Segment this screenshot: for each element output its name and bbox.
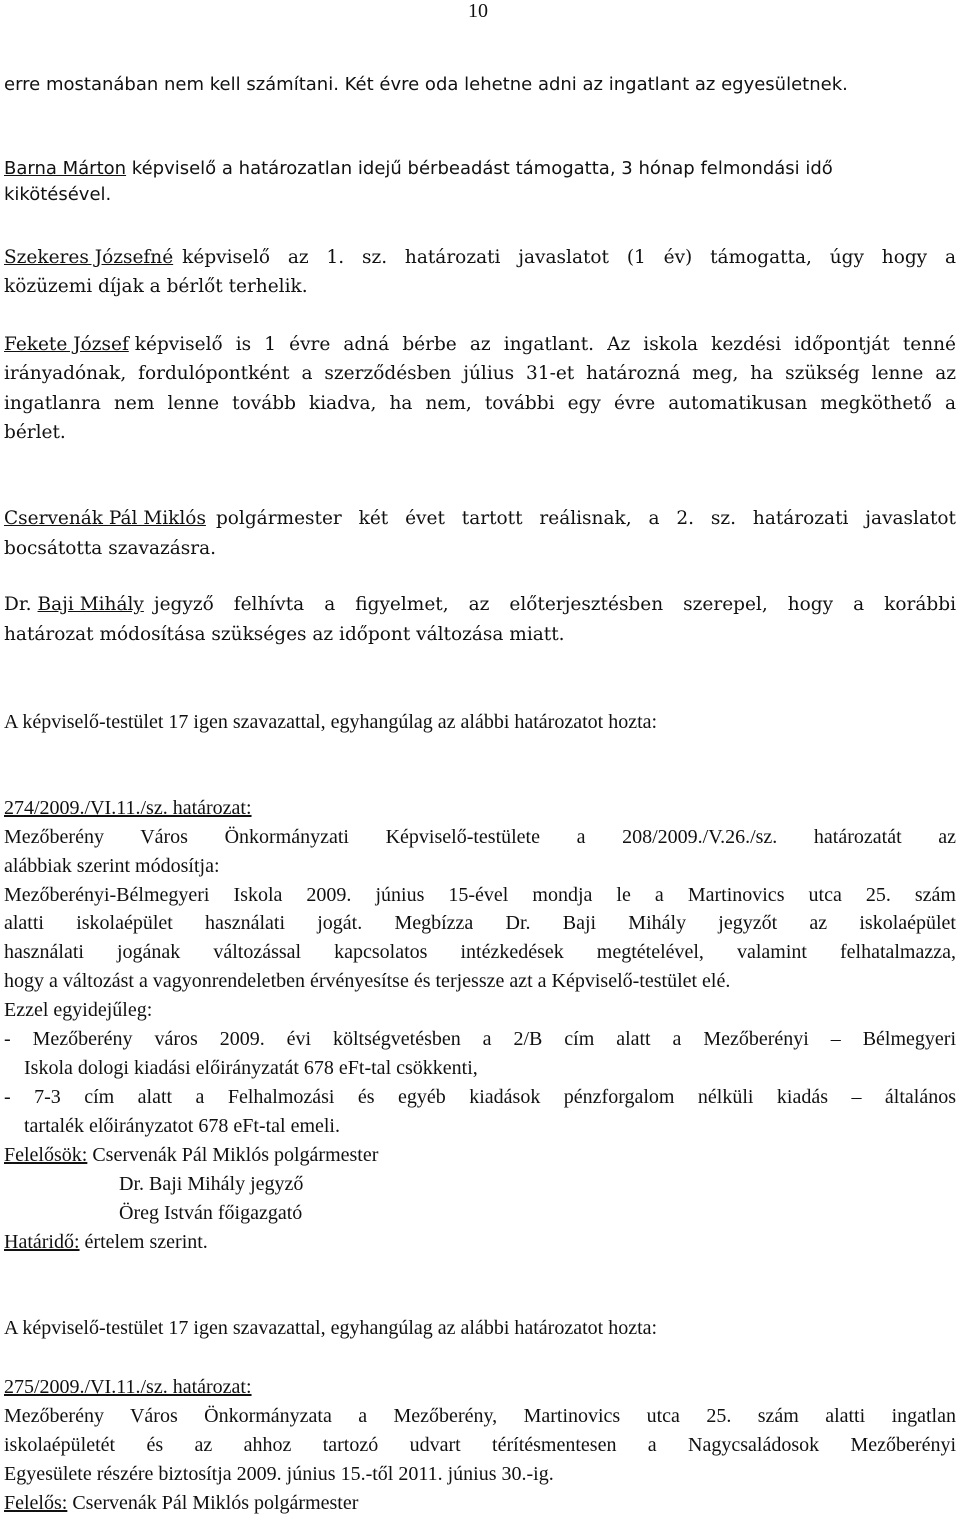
bullet-item: - 7-3 cím alatt a Felhalmozási és egyéb kiadások pénzforgalom nélküli kiadás – általános — [4, 1086, 956, 1108]
speaker-name: Baji Mihály — [37, 594, 144, 615]
paragraph-text: jegyző felhívta a figyelmet, az előterjesztésben szerepel, hogy a korábbi — [153, 594, 956, 615]
resolution-text: Ezzel egyidejűleg: — [4, 999, 153, 1021]
deadline-value: értelem szerint. — [84, 1231, 208, 1253]
resolution-text: Mezőberény Város Önkormányzati Képviselő-testülete a 208/2009./V.26./sz. határozatát az — [4, 826, 956, 848]
paragraph-text: határozat módosítása szükséges az időpont változása miatt. — [4, 624, 565, 645]
paragraph-text: polgármester két évet tartott reálisnak, a 2. sz. határozati javaslatot — [215, 508, 956, 529]
speaker-name: Cservenák Pál Miklós — [4, 508, 206, 529]
resolution-text: alatti iskolaépület használati jogát. Megbízza Dr. Baji Mihály jegyzőt az iskolaépület — [4, 912, 956, 934]
resolution-text: használati jogának változással kapcsolatos intézkedések megtételével, valamint felhatalmazza, — [4, 941, 956, 963]
vote-statement: A képviselő-testület 17 igen szavazattal, egyhangúlag az alábbi határozatot hozta: — [4, 711, 658, 733]
paragraph-text: bérlet. — [4, 422, 66, 443]
paragraph-text: közüzemi díjak a bérlőt terhelik. — [4, 276, 308, 297]
paragraph-line — [4, 510, 956, 529]
paragraph-text: kikötésével. — [4, 184, 112, 205]
paragraph-text: bocsátotta szavazásra. — [4, 538, 216, 559]
title-text: Dr. — [4, 594, 32, 615]
speaker-line — [4, 249, 173, 268]
resolution-text: alábbiak szerint módosítja: — [4, 855, 220, 877]
speaker-name: Barna Márton — [4, 158, 127, 179]
paragraph-text: erre mostanában nem kell számítani. Két évre oda lehetne adni az ingatlant az egyesületnek. — [4, 74, 848, 95]
paragraph-line — [4, 336, 956, 355]
deadline-label: Határidő: — [4, 1231, 80, 1253]
paragraph-text: képviselő az 1. sz. határozati javaslatot (1 év) támogatta, úgy hogy a — [182, 247, 956, 268]
bullet-item-continuation: Iskola dologi kiadási előirányzatát 678 eFt-tal csökkenti, — [24, 1057, 478, 1079]
resolution-text: Mezőberényi-Bélmegyeri Iskola 2009. június 15-ével mondja le a Martinovics utca 25. szám — [4, 884, 956, 906]
vote-statement: A képviselő-testület 17 igen szavazattal, egyhangúlag az alábbi határozatot hozta: — [4, 1317, 658, 1339]
responsible-line — [4, 1493, 358, 1513]
bullet-item-continuation: tartalék előirányzatot 678 eFt-tal emeli. — [24, 1115, 340, 1137]
resolution-text: iskolaépületét és az ahhoz tartozó udvart térítésmentesen a Nagycsaládosok Mezőberényi — [4, 1434, 956, 1456]
resolution-text: hogy a változást a vagyonrendeletben érvényesítse és terjessze azt a Képviselő-testület elé. — [4, 970, 731, 992]
resolution-number: 274/2009./VI.11./sz. határozat: — [4, 797, 252, 819]
paragraph-text: képviselő is 1 évre adná bérbe az ingatlant. Az iskola kezdési időpontját tenné — [134, 334, 956, 355]
responsible-person: Dr. Baji Mihály jegyző — [119, 1173, 304, 1195]
paragraph-text: képviselő a határozatlan idejű bérbeadást támogatta, 3 hónap felmondási idő — [131, 158, 833, 179]
resolution-number: 275/2009./VI.11./sz. határozat: — [4, 1376, 252, 1398]
speaker-name: Szekeres Józsefné — [4, 247, 174, 268]
resolution-text: Mezőberény Város Önkormányzata a Mezőberény, Martinovics utca 25. szám alatti ingatlan — [4, 1405, 956, 1427]
bullet-item: - Mezőberény város 2009. évi költségvetésben a 2/B cím alatt a Mezőberényi – Bélmegyeri — [4, 1028, 956, 1050]
responsible-person: Cservenák Pál Miklós polgármester — [72, 1492, 359, 1514]
responsible-line — [4, 1145, 378, 1165]
paragraph-text: ingatlanra nem lenne tovább kiadva, ha nem, további egy évre automatikusan megköthető a — [4, 393, 956, 414]
paragraph-line — [4, 249, 956, 268]
paragraph-text: irányadónak, fordulópontként a szerződésben július 31-et határozná meg, ha szükség lenne az — [4, 363, 956, 384]
resolution-text: Egyesülete részére biztosítja 2009. június 15.-től 2011. június 30.-ig. — [4, 1463, 554, 1485]
speaker-name: Fekete József — [4, 334, 129, 355]
paragraph-line — [4, 160, 833, 178]
responsible-label: Felelős: — [4, 1492, 68, 1514]
deadline-line — [4, 1232, 208, 1252]
paragraph-line — [4, 596, 956, 615]
responsible-person: Öreg István főigazgató — [119, 1202, 303, 1224]
responsible-person: Cservenák Pál Miklós polgármester — [92, 1144, 379, 1166]
responsible-label: Felelősök: — [4, 1144, 88, 1166]
page-number: 10 — [468, 0, 488, 22]
